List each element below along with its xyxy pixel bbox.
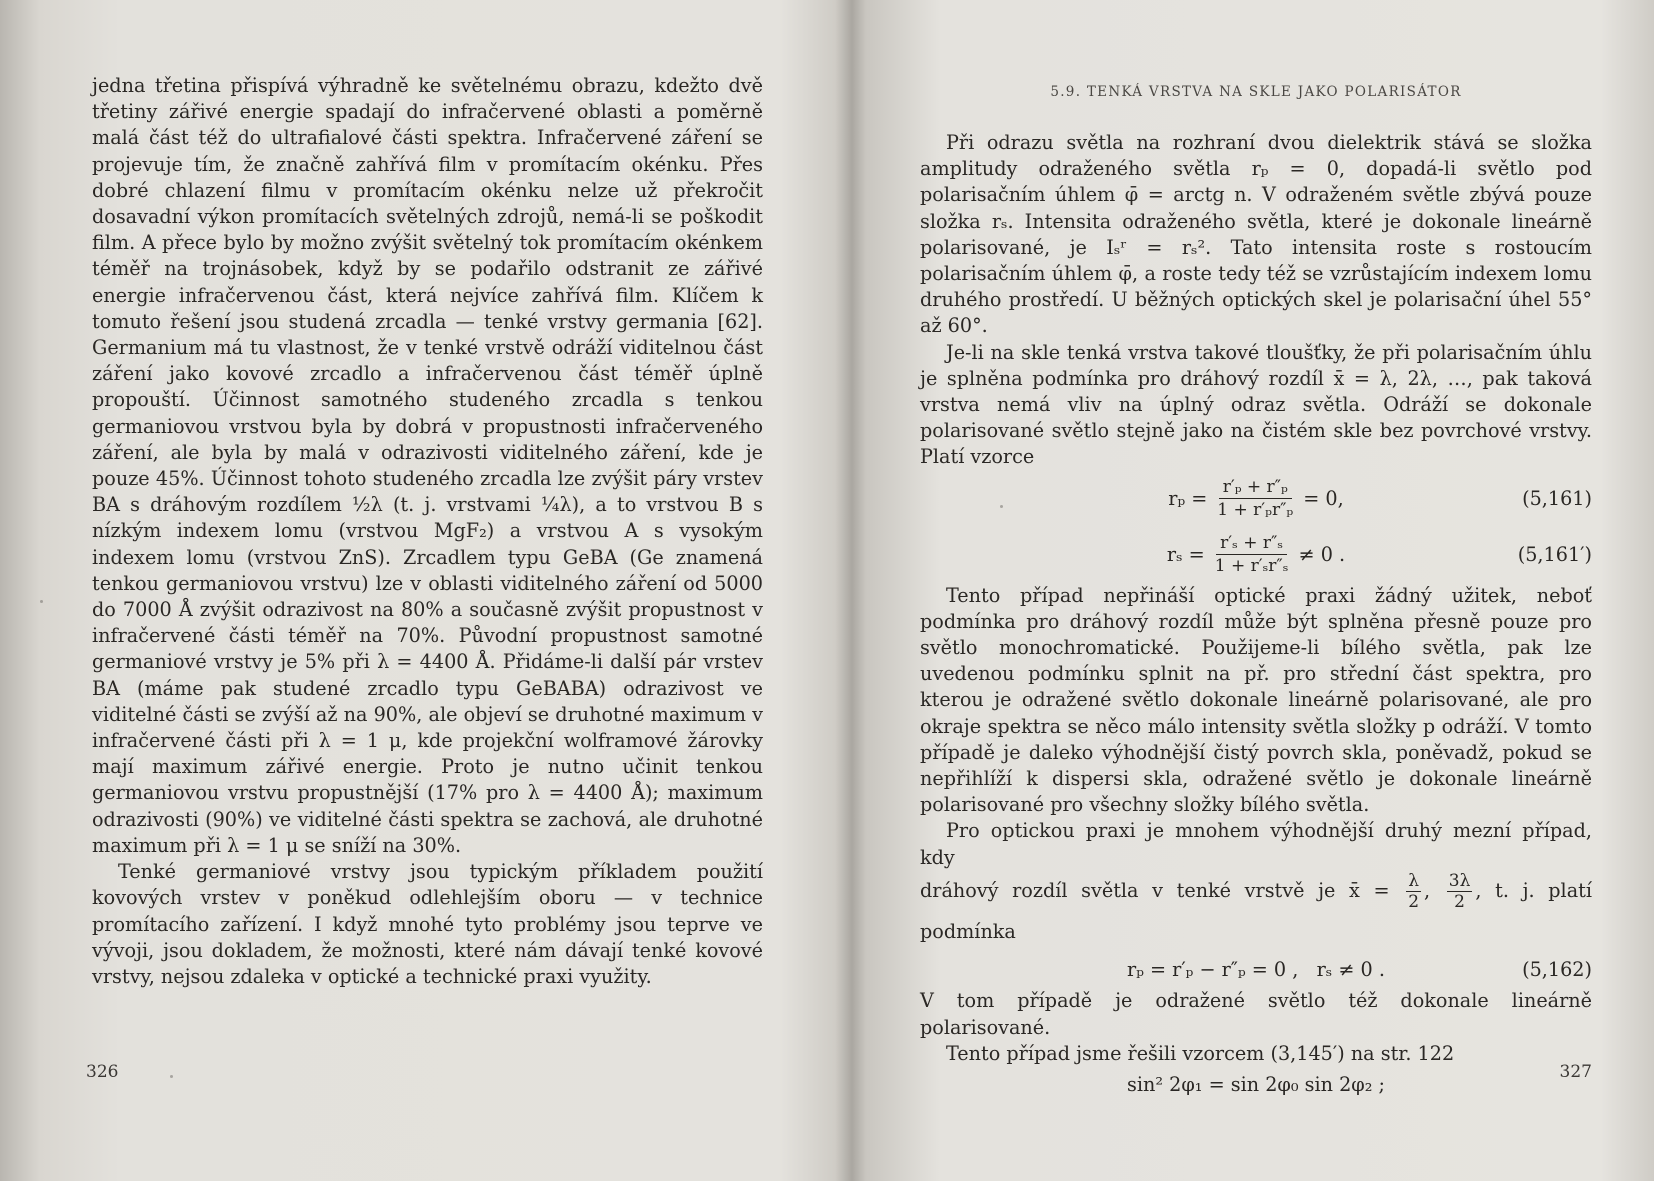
equation-number: (5,161) <box>1522 486 1592 510</box>
equation-number: (5,162) <box>1522 958 1592 982</box>
paragraph: Pro optickou praxi je mnohem výhodnější druhý mezní případ, kdy <box>920 819 1592 869</box>
paragraph: Tenké germaniové vrstvy jsou typickým příkladem použití kovových vrstev v poněkud odlehlejším oboru — v technice promítacího zařízení. I když mnohé tyto problémy jsou teprve ve vývoji, jsou dokladem, že možnosti, které nám dávají tenké kovové vrstvy, nejsou zdaleka v optické a technické praxi využity. <box>92 860 763 988</box>
equation-rhs: = 0, <box>1303 486 1344 510</box>
fraction-denominator: 2 <box>1408 892 1420 913</box>
equation-rhs: ≠ 0 . <box>1298 542 1346 566</box>
running-head: 5.9. TENKÁ VRSTVA NA SKLE JAKO POLARISÁTOR <box>1050 84 1462 100</box>
inline-fraction <box>1447 871 1473 912</box>
fraction-numerator: 3λ <box>1448 871 1471 892</box>
equation-fraction <box>1213 476 1297 521</box>
equation-text: rₚ = r′ₚ − r″ₚ = 0 , rₛ ≠ 0 . <box>1127 958 1385 982</box>
equation-5-161 <box>920 471 1592 527</box>
paragraph: Při odrazu světla na rozhraní dvou dielektrik stává se složka amplitudy odraženého světla rₚ = 0, dopadá-li světlo pod polarisačním úhlem φ̄ = arctg n. V odraženém světle zbývá pouze složka rₛ. Intensita odraženého světla, které je dokonale lineárně polarisované, je Iₛʳ = rₛ². Tato intensita roste s rostoucím polarisačním úhlem φ̄, a roste tedy též se vzrůstajícím indexem lomu druhého prostředí. U běžných optických skel je polarisační úhel 55° až 60°. <box>920 131 1592 338</box>
equation-number: (5,161′) <box>1517 542 1592 566</box>
equation-5-162 <box>920 952 1592 988</box>
fraction-denominator: 1 + r′ₛr″ₛ <box>1214 556 1289 577</box>
right-page <box>852 0 1654 1181</box>
equation-text: sin² 2φ₁ = sin 2φ₀ sin 2φ₂ ; <box>1127 1072 1385 1096</box>
fraction-numerator: λ <box>1408 871 1420 892</box>
paragraph: Tento případ jsme řešili vzorcem (3,145′) na str. 122 <box>946 1041 1455 1065</box>
inline-fraction <box>1406 871 1421 912</box>
sentence-part: dráhový rozdíl světla v tenké vrstvě je x̄ = <box>920 878 1390 902</box>
equation-lhs: rₚ = <box>1168 486 1208 510</box>
paper-speck <box>170 1075 173 1078</box>
equation-fraction <box>1211 532 1293 577</box>
paper-speck <box>1000 505 1003 508</box>
sentence-part: , t. j. platí podmínka <box>920 878 1592 944</box>
right-text-column <box>920 130 1592 1103</box>
equation-lhs: rₛ = <box>1166 542 1205 566</box>
fraction-denominator: 1 + r′ₚr″ₚ <box>1217 500 1294 521</box>
paragraph: Je-li na skle tenká vrstva takové tloušťky, že při polarisačním úhlu je splněna podmínka pro dráhový rozdíl x̄ = λ, 2λ, …, pak taková vrstva nemá vliv na úplný odraz světla. Odráží se dokonale polarisované světlo stejně jako na čistém skle bez povrchové vrstvy. Platí vzorce <box>920 340 1592 469</box>
paragraph-with-fraction: dráhový rozdíl světla v tenké vrstvě je x̄ = $\frac{\lambda}{2}$ , $\frac{3\lambda}{2}$ , t. j. platí podmínka <box>920 871 1592 944</box>
fraction-numerator: r′ₛ + r″ₛ <box>1216 532 1287 555</box>
left-text-column <box>92 73 763 990</box>
paper-speck <box>40 600 43 603</box>
paragraph: Tento případ nepřináší optické praxi žádný užitek, neboť podmínka pro dráhový rozdíl může být splněna přesně pouze pro světlo monochromatické. Použijeme-li bílého světla, pak lze uvedenou podmínku splnit na př. pro střední část spektra, pro kterou je odražené světlo dokonale lineárně polarisované, ale pro okraje spektra se něco málo intensity světla složky p odráží. V tomto případě je daleko výhodnější čistý povrch skla, poněvadž, pokud se nepřihlíží k dispersi skla, odražené světlo je dokonale lineárně polarisované pro všechny složky bílého světla. <box>920 583 1592 817</box>
page-number: 327 <box>1559 1062 1592 1082</box>
paragraph: V tom případě je odražené světlo též dokonale lineárně polarisované. <box>920 989 1592 1039</box>
fraction-denominator: 2 <box>1454 892 1465 913</box>
paragraph: jedna třetina přispívá výhradně ke světelnému obrazu, kdežto dvě třetiny zářivé energie spadají do infračervené oblasti a poměrně malá část též do ultrafialové části spektra. Infračervené záření se projevuje tím, že značně zahřívá film v promítacím okénku. Přes dobré chlazení filmu v promítacím okénku nelze už překročit dosavadní výkon promítacích světelných zdrojů, nemá-li se poškodit film. A přece bylo by možno zvýšit světelný tok promítacím okénkem téměř na trojnásobek, když by se podařilo odstranit ze zářivé energie infračervenou část, která nejvíce zahřívá film. Klíčem k tomuto řešení jsou studená zrcadla — tenké vrstvy germania [62]. Germanium má tu vlastnost, že v tenké vrstvě odráží viditelnou část záření jako kovové zrcadlo a infračervenou část téměř úplně propouští. Účinnost samotného studeného zrcadla s tenkou germaniovou vrstvou byla by dobrá v propustnosti infračerveného záření, ale byla by malá v odrazivosti viditelného záření, kde je pouze 45%. Účinnost tohoto studeného zrcadla lze zvýšit páry vrstev BA s dráhovým rozdílem ½λ (t. j. vrstvami ¼λ), a to vrstvou B s nízkým indexem lomu (vrstvou MgF₂) a vrstvou A s vysokým indexem lomu (vrstvou ZnS). Zrcadlem typu GeBA (Ge znamená tenkou germaniovou vrstvu) lze v oblasti viditelného záření od 5000 do 7000 Å zvýšit odrazivost na 80% a současně zvýšit propustnost v infračervené části téměř na 70%. Původní propustnost samotné germaniové vrstvy je 5% při λ = 4400 Å. Přidáme-li další pár vrstev BA (máme pak studené zrcadlo typu GeBABA) odrazivost ve viditelné části se zvýší až na 90%, ale objeví se druhotné maximum v infračervené části při λ = 1 μ, kde projekční wolframové žárovky mají maximum zářivé energie. Proto je nutno učinit tenkou germaniovou vrstvu propustnější (17% pro λ = 4400 Å); maximum odrazivosti (90%) ve viditelné části spektra se zachová, ale druhotné maximum při λ = 1 μ se sníží na 30%. <box>92 74 763 857</box>
fraction-numerator: r′ₚ + r″ₚ <box>1219 476 1292 499</box>
equation-5-161-prime <box>920 527 1592 583</box>
page-number: 326 <box>86 1062 119 1082</box>
equation-sin <box>920 1067 1592 1103</box>
